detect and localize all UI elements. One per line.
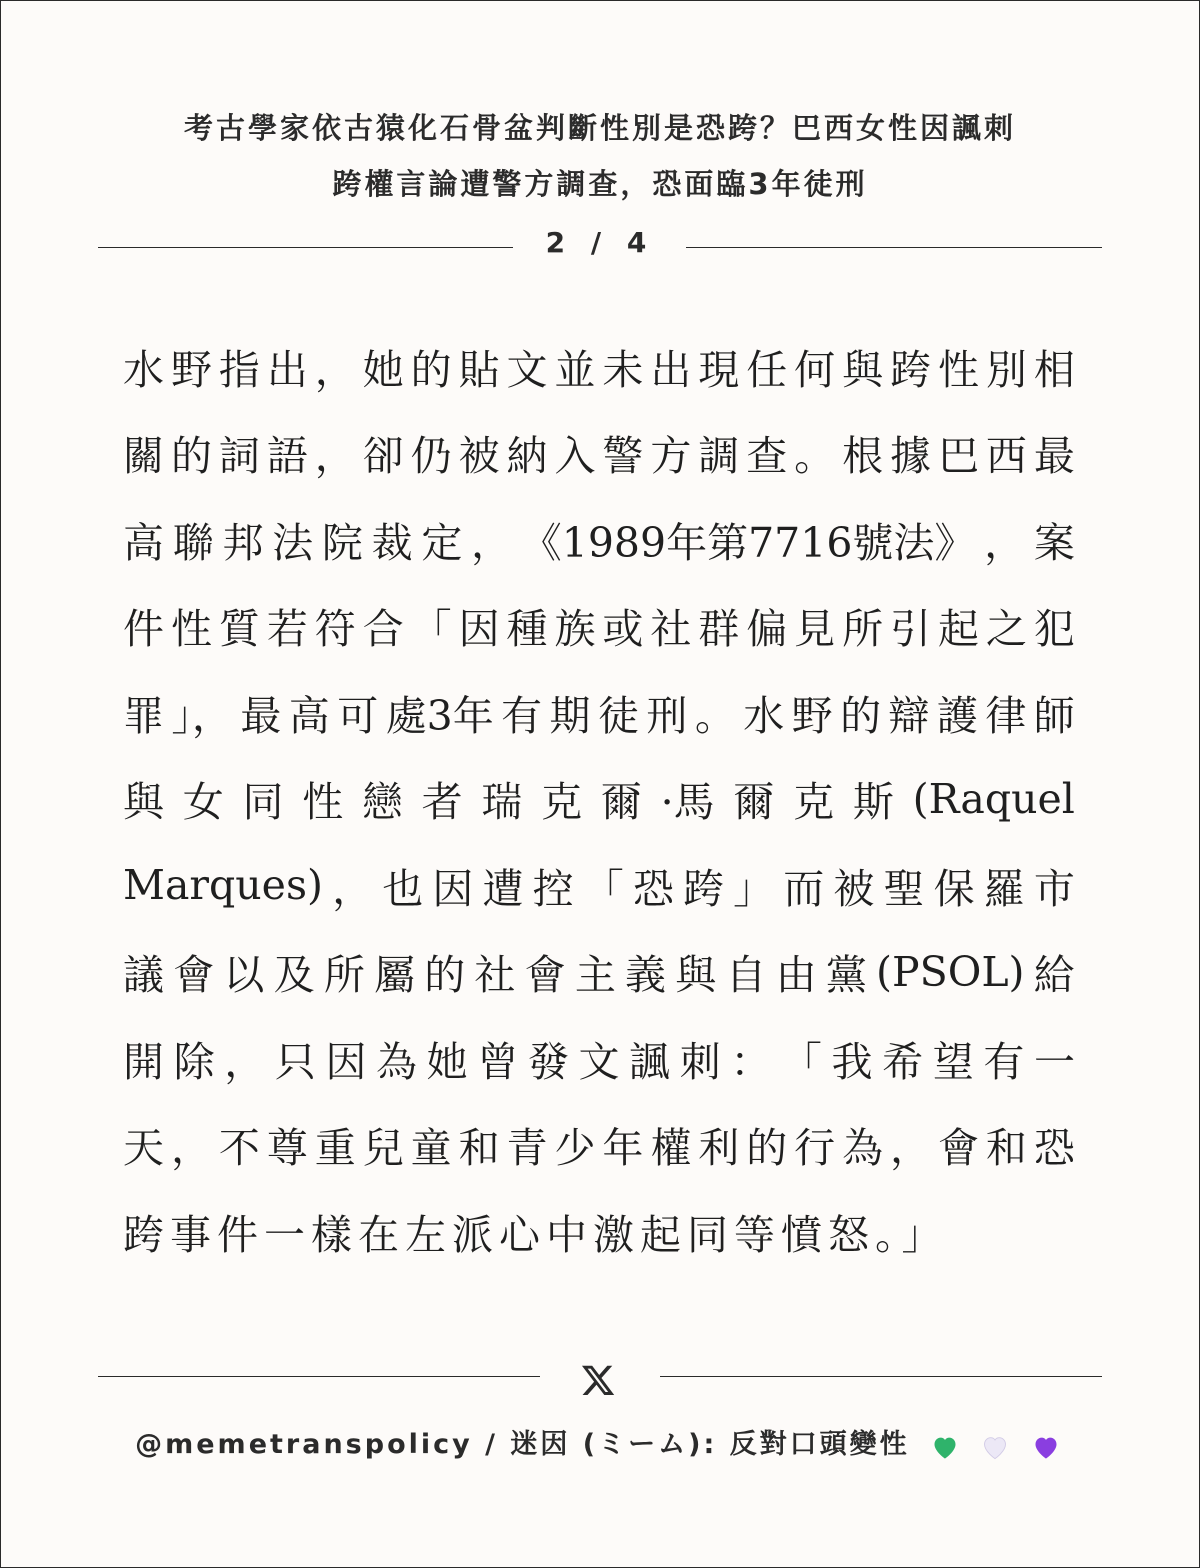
body-token: 件 [123,605,164,654]
body-token: Marques) [123,861,323,910]
body-token: 「 [410,605,452,654]
body-token: 而 [783,864,825,913]
body-line [123,756,1075,843]
body-token: 最 [1033,432,1075,481]
body-token: 自 [725,951,767,1000]
body-token: 因 [458,605,500,654]
footer [100,1422,1100,1461]
body-token: 」， [171,691,233,740]
body-token: ， [314,345,356,394]
body-token: 語 [266,432,308,481]
body-token: (Raquel [912,774,1075,823]
footer-handle: @memetranspolicy / 迷因 (ミーム): 反對口頭變性 [135,1429,910,1460]
body-token: 「 [582,864,624,913]
body-token: 任 [746,345,788,394]
body-token: 不 [218,1124,260,1173]
body-token: 保 [933,864,975,913]
body-token: 曾 [477,1037,519,1086]
body-token: 爾 [733,778,775,827]
body-token: 我 [831,1037,873,1086]
body-token: 義 [625,951,667,1000]
body-token: 辯 [888,691,930,740]
body-token: 警 [602,432,644,481]
body-token: 市 [1033,864,1075,913]
body-token: 野 [791,691,833,740]
body-token: 定 [421,518,463,567]
body-token: 和 [458,1124,500,1173]
body-token: 根 [842,432,884,481]
body-token: 最 [240,691,282,740]
body-line [123,1188,1075,1275]
body-token: 期 [549,691,591,740]
body-token: 社 [650,605,692,654]
body-token: 瑞 [481,778,523,827]
body-token: 所 [842,605,884,654]
body-token: 符 [314,605,356,654]
body-token: 相 [1033,345,1075,394]
body-token: (PSOL) [876,947,1025,996]
body-token: 「 [780,1037,822,1086]
body-token: 水 [743,691,785,740]
body-token: 出 [650,345,692,394]
body-token: ： [730,1037,772,1086]
headline-line-1: 考古學家依古猿化石骨盆判斷性別是恐跨？巴西女性因諷刺 [183,111,1016,145]
body-token: 徒 [597,691,639,740]
body-token: 女 [182,778,224,827]
body-token: 童 [410,1124,452,1173]
body-token: 為 [842,1124,884,1173]
body-token: 以 [223,951,265,1000]
body-token: 性 [937,345,979,394]
body-token: 者 [421,778,463,827]
body-token: ， [170,1124,212,1173]
green-heart-icon [931,1434,959,1460]
body-token: 仍 [410,432,452,481]
body-token: 被 [833,864,875,913]
body-token: 所 [323,951,365,1000]
body-token: 跨事件一樣在左派心中激起同等憤怒。」 [123,1210,949,1259]
body-token: 羅 [983,864,1025,913]
body-token: 遭 [482,864,524,913]
body-token: 罪 [123,691,164,740]
body-token: 入 [554,432,596,481]
body-token: 群 [698,605,740,654]
body-line [123,496,1075,583]
body-token: 高 [288,691,330,740]
body-token: 議 [123,951,164,1000]
body-token: 行 [794,1124,836,1173]
body-token: 貼 [458,345,500,394]
body-token: 性 [170,605,212,654]
divider-right [686,247,1102,248]
body-token: ·馬 [660,778,715,827]
body-token: 權 [650,1124,692,1173]
body-token: 和 [985,1124,1027,1173]
body-token: 種 [506,605,548,654]
body-token: 或 [602,605,644,654]
body-token: 跨 [890,345,931,394]
body-token: 《1989年第7716號法》 [520,518,976,567]
body-token: 恐 [632,864,674,913]
body-token: 跨 [682,864,724,913]
body-token: 方 [650,432,692,481]
body-token: 合 [362,605,404,654]
body-token: 克 [541,778,583,827]
body-token: 少 [554,1124,596,1173]
body-token: 據 [890,432,931,481]
body-token: 會 [524,951,566,1000]
body-token: 由 [775,951,817,1000]
body-token: 法 [272,518,314,567]
body-token: 因 [325,1037,367,1086]
body-token: 刑 [646,691,688,740]
body-token: 重 [314,1124,356,1173]
divider-left [98,247,513,248]
body-token: 被 [458,432,500,481]
body-token: 斯 [852,778,894,827]
body-token: 案 [1033,518,1075,567]
body-token: 納 [506,432,548,481]
body-token: 起 [937,605,979,654]
body-token: 只 [274,1037,316,1086]
body-token: 偏 [746,605,788,654]
body-token: 年 [602,1124,644,1173]
body-token: 現 [698,345,740,394]
body-token: 尊 [266,1124,308,1173]
footer-divider-left [98,1376,540,1377]
body-token: ， [890,1124,931,1173]
body-token: 利 [698,1124,740,1173]
body-token: 社 [474,951,516,1000]
body-token: 一 [1033,1037,1075,1086]
body-token: 為 [376,1037,418,1086]
body-token: 她 [362,345,404,394]
body-token: 控 [532,864,574,913]
body-token: 與 [842,345,884,394]
body-line [123,669,1075,756]
purple-heart-icon [1032,1434,1060,1460]
body-token: 裁 [371,518,413,567]
body-line [123,929,1075,1016]
body-token: 她 [426,1037,468,1086]
body-token: 查 [746,432,788,481]
body-token: 黨 [825,951,867,1000]
body-token: 與 [123,778,164,827]
body-token: 的 [840,691,882,740]
headline [100,100,1100,212]
body-token: 引 [890,605,931,654]
body-token: 希 [882,1037,924,1086]
body-token: 文 [506,345,548,394]
body-line [123,1102,1075,1189]
body-token: 聯 [172,518,214,567]
body-token: 律 [985,691,1027,740]
body-token: 水 [123,345,164,394]
body-line [123,842,1075,929]
body-token: ， [984,518,1026,567]
body-line [123,1015,1075,1102]
body-token: 可 [337,691,379,740]
body-token: 諷 [629,1037,671,1086]
body-token: 同 [242,778,284,827]
body-token: 護 [936,691,978,740]
body-token: 調 [698,432,740,481]
body-token: 處3年 [385,691,494,740]
footer-divider-right [660,1376,1102,1377]
body-token: 野 [170,345,212,394]
body-token: 見 [794,605,836,654]
page-indicator: 2 / 4 [545,226,655,259]
body-token: 並 [554,345,596,394]
body-token: 有 [501,691,543,740]
body-token: 兒 [362,1124,404,1173]
body-token: 天 [123,1124,164,1173]
body-token: 巴 [937,432,979,481]
body-token: 會 [937,1124,979,1173]
body-token: 詞 [218,432,260,481]
body-token: 邦 [222,518,264,567]
body-token: 聖 [883,864,925,913]
body-token: 的 [746,1124,788,1173]
body-token: 刺 [679,1037,721,1086]
body-token: 開 [123,1037,164,1086]
body-line [123,583,1075,670]
body-token: 卻 [362,432,404,481]
body-token: 爾 [600,778,642,827]
body-token: 族 [554,605,596,654]
body-token: 有 [983,1037,1025,1086]
body-token: 別 [985,345,1027,394]
body-token: 之 [985,605,1027,654]
body-token: 及 [273,951,315,1000]
body-token: 文 [578,1037,620,1086]
body-token: 若 [266,605,308,654]
body-token: 屬 [374,951,416,1000]
body-token: 何 [794,345,836,394]
body-token: 會 [173,951,215,1000]
body-token: 」 [733,864,775,913]
article-body [123,323,1075,1275]
body-token: 的 [170,432,212,481]
body-token: 與 [675,951,717,1000]
body-token: 未 [602,345,644,394]
body-token: 院 [321,518,363,567]
body-token: 發 [527,1037,569,1086]
body-token: 。 [794,432,836,481]
body-token: 望 [932,1037,974,1086]
body-token: 出 [266,345,308,394]
body-token: 主 [574,951,616,1000]
body-token: 師 [1033,691,1075,740]
body-token: 克 [793,778,835,827]
body-token: 恐 [1033,1124,1075,1173]
body-token: 的 [410,345,452,394]
body-token: 質 [218,605,260,654]
body-token: 也 [382,864,424,913]
body-token: 戀 [361,778,403,827]
body-token: ， [224,1037,266,1086]
body-token: 因 [432,864,474,913]
body-token: 。 [694,691,736,740]
body-line [123,410,1075,497]
white-heart-icon [981,1434,1009,1460]
body-line [123,323,1075,410]
body-token: 給 [1033,951,1075,1000]
body-token: ， [471,518,513,567]
headline-line-2: 跨權言論遭警方調查，恐面臨3年徒刑 [332,167,868,201]
body-token: 指 [218,345,260,394]
x-logo-icon [579,1362,617,1398]
body-token: 性 [302,778,344,827]
body-token: ， [332,864,374,913]
body-token: 西 [985,432,1027,481]
body-token: 關 [123,432,164,481]
body-token: ， [314,432,356,481]
body-token: 除 [173,1037,215,1086]
hearts [926,1430,1065,1461]
body-token: 青 [506,1124,548,1173]
body-token: 犯 [1033,605,1075,654]
body-token: 高 [123,518,164,567]
body-token: 的 [424,951,466,1000]
